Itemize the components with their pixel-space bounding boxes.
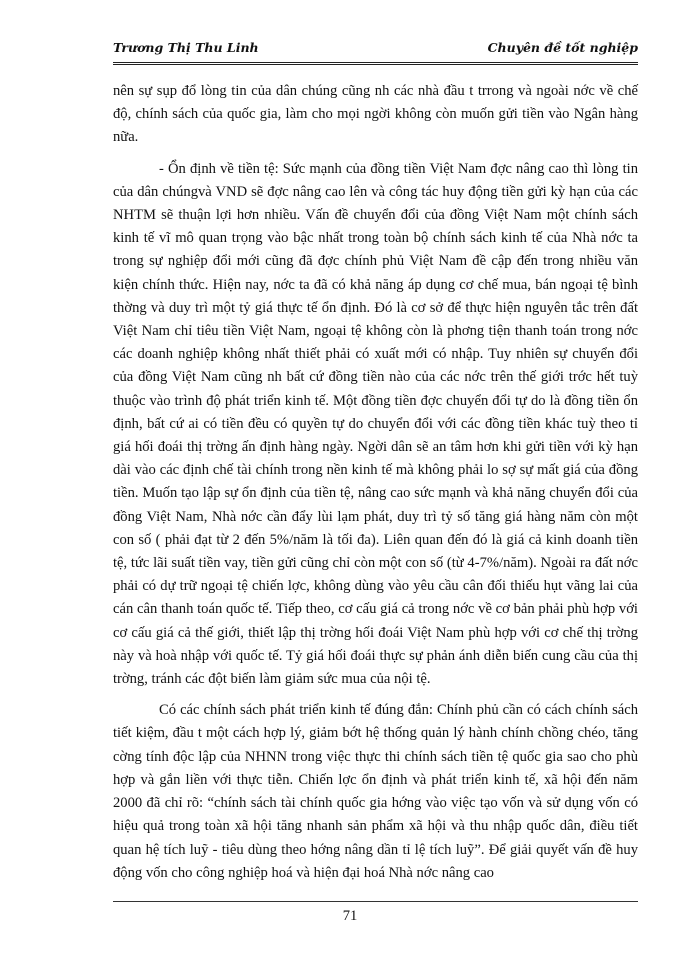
paragraph: Có các chính sách phát triển kinh tế đúng đắn: Chính phủ cần có cách chính sách tiết kiệm, đầu t một cách hợp lý, giảm bớt hệ thống quản lý hành chính chồng chéo, tăng cờng tính độc lập của NHNN trong việc thực thi chính sách tiền tệ quốc gia sao cho phù hợp và gắn liền với thực tiễn. Chiến lợc ổn định và phát triển kinh tế, xã hội đến năm 2000 đã chỉ rõ: “chính sách tài chính quốc gia hớng vào việc tạo vốn và sử dụng vốn có hiệu quả trong toàn xã hội tăng nhanh sản phẩm xã hội và thu nhập quốc dân, điều tiết quan hệ tích luỹ - tiêu dùng theo hớng nâng dần tỉ lệ tích luỹ”. Để giải quyết vấn đề huy động vốn cho công nghiệp hoá và hiện đại hoá Nhà nớc nâng cao (113, 702, 638, 881)
page-header (113, 38, 638, 65)
document-body (113, 80, 638, 885)
paragraph: - Ổn định về tiền tệ: Sức mạnh của đồng tiền Việt Nam đợc nâng cao thì lòng tin của dân chúngvà VND sẽ đợc nâng cao lên và công tác huy động tiền gửi kỳ hạn của các NHTM sẽ thuận lợi hơn nhiều. Vấn đề chuyển đổi của đồng Việt Nam một chính sách kinh tế vĩ mô quan trọng vào bậc nhất trong toàn bộ chính sách kinh tế của Nhà nớc ta trong sự nghiệp đổi mới cũng đã đợc chính phủ Việt Nam đề cập đến trong nhiều văn kiện chính thức. Hiện nay, nớc ta đã có khả năng áp dụng cơ chế mua, bán ngoại tệ bình thờng và duy trì một tỷ giá thực tế ổn định. Đó là cơ sở để thực hiện nguyên tắc trên đất Việt Nam chỉ tiêu tiền Việt Nam, ngoại tệ không còn là phơng tiện thanh toán trong nớc các doanh nghiệp không nhất thiết phải có xuất mới có nhập. Tuy nhiên sự chuyển đổi của đồng Việt Nam cũng nh bất cứ đồng tiền nào của các nớc trên thế giới trớc hết tuỳ thuộc vào trình độ phát triển kinh tế. Một đồng tiền đợc chuyển đổi tự do là đồng tiền ổn định, bất cứ ai có tiền đều có quyền tự do chuyển đổi với các đồng tiền khác tuỳ theo tỉ giá hối đoái thị trờng ấn định hàng ngày. Ngời dân sẽ an tâm hơn khi gửi tiền với kỳ hạn dài vào các định chế tài chính trong nền kinh tế mà không phải lo sợ sự mất giá của đồng tiền. Muốn tạo lập sự ổn định của tiền tệ, nâng cao sức mạnh và khả năng chuyển đổi của đồng Việt Nam, Nhà nớc cần đẩy lùi lạm phát, duy trì tỷ số tăng giá hàng năm còn một con số ( phải đạt từ 2 đến 5%/năm là tối đa). Liên quan đến đó là giá cả kinh doanh tiền tệ, tức lãi suất tiền vay, tiền gửi cũng chỉ còn một con số (từ 4-7%/năm). Ngoài ra đất nớc phải có dự trữ ngoại tệ chiến lợc, không dùng vào yêu cầu cân đối thiếu hụt vãng lai của cán cân thanh toán quốc tế. Tiếp theo, cơ cấu giá cả trong nớc về cơ bản phải phù hợp với cơ cấu giá cả thế giới, thiết lập thị trờng hối đoái Việt Nam phù hợp với cơ chế thị trờng này và hoà nhập với quốc tế. Tỷ giá hối đoái thực sự phản ánh diễn biến cung cầu của thị trờng, tránh các đột biến làm giảm sức mua của nội tệ. (113, 160, 638, 688)
header-title: Chuyên đề tốt nghiệp (487, 40, 638, 55)
footer-divider (113, 901, 638, 902)
header-author: Trương Thị Thu Linh (113, 40, 259, 55)
page-number: 71 (342, 908, 358, 924)
paragraph: nên sự sụp đổ lòng tin của dân chúng cũng nh các nhà đầu t trrong và ngoài nớc về chế độ, chính sách của quốc gia, làm cho mọi ngời không còn muốn gửi tiền vào Ngân hàng nữa. (113, 83, 638, 146)
